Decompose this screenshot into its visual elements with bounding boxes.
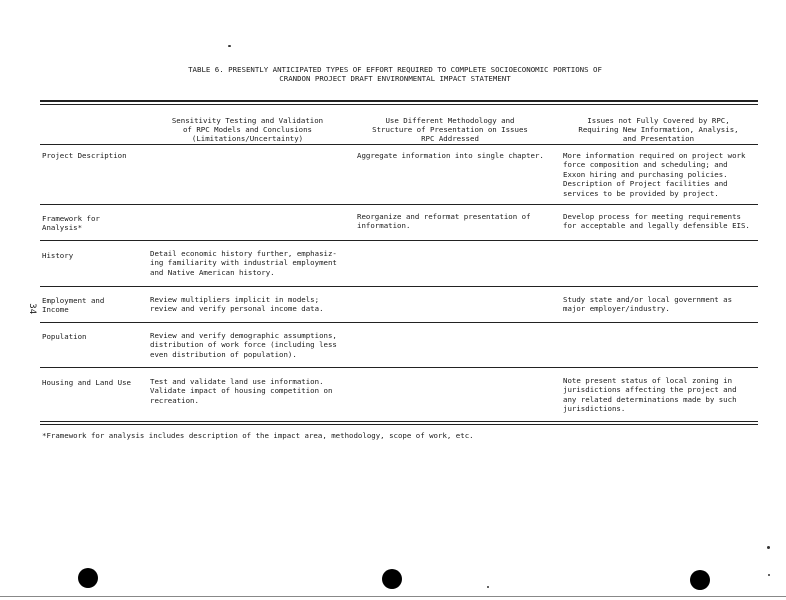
scan-speck bbox=[768, 574, 770, 576]
cell-project-description-methodology: Aggregate information into single chapter. bbox=[357, 151, 544, 160]
row-divider bbox=[40, 240, 758, 241]
cell-history-sensitivity: Detail economic history further, emphasiz- ing familiarity with industrial employment and Native American history. bbox=[150, 249, 337, 277]
table-top-rule bbox=[40, 100, 758, 102]
row-label-project-description: Project Description bbox=[42, 151, 127, 160]
row-divider bbox=[40, 204, 758, 205]
row-label-history: History bbox=[42, 251, 74, 260]
punch-hole-center bbox=[382, 569, 402, 589]
table-bottom-rule-2 bbox=[40, 424, 758, 425]
cell-framework-new-issues: Develop process for meeting requirements for acceptable and legally defensible EIS. bbox=[563, 212, 750, 231]
row-divider bbox=[40, 286, 758, 287]
column-header-sensitivity: Sensitivity Testing and Validation of RPC Models and Conclusions (Limitations/Uncertainty) bbox=[171, 116, 324, 144]
row-label-framework: Framework for Analysis* bbox=[42, 214, 100, 233]
cell-housing-new-issues: Note present status of local zoning in jurisdictions affecting the project and any related determinations made by such jurisdictions. bbox=[563, 376, 737, 414]
row-label-housing: Housing and Land Use bbox=[42, 378, 131, 387]
punch-hole-left bbox=[78, 568, 98, 588]
header-rule bbox=[40, 144, 758, 145]
cell-framework-methodology: Reorganize and reformat presentation of information. bbox=[357, 212, 531, 231]
row-divider bbox=[40, 367, 758, 368]
row-divider bbox=[40, 322, 758, 323]
column-header-new-issues: Issues not Fully Covered by RPC, Requiring New Information, Analysis, and Presentation bbox=[578, 116, 739, 144]
cell-employment-sensitivity: Review multipliers implicit in models; review and verify personal income data. bbox=[150, 295, 324, 314]
cell-population-sensitivity: Review and verify demographic assumptions, distribution of work force (including less even distribution of population). bbox=[150, 331, 337, 359]
table-title-line-1: TABLE 6. PRESENTLY ANTICIPATED TYPES OF EFFORT REQUIRED TO COMPLETE SOCIOECONOMIC PORTIONS OF bbox=[188, 65, 602, 74]
column-header-methodology: Use Different Methodology and Structure of Presentation on Issues RPC Addressed bbox=[372, 116, 528, 144]
cell-employment-new-issues: Study state and/or local government as major employer/industry. bbox=[563, 295, 733, 314]
row-label-population: Population bbox=[42, 332, 87, 341]
table-title bbox=[150, 66, 640, 83]
table-top-rule-2 bbox=[40, 104, 758, 105]
scan-speck bbox=[487, 586, 489, 588]
table-bottom-rule bbox=[40, 421, 758, 422]
scan-edge-line bbox=[0, 596, 786, 597]
scan-speck bbox=[228, 45, 231, 47]
cell-housing-sensitivity: Test and validate land use information. Validate impact of housing competition on recreation. bbox=[150, 377, 333, 405]
table-footnote: *Framework for analysis includes description of the impact area, methodology, scope of work, etc. bbox=[42, 431, 474, 440]
scan-speck bbox=[767, 546, 770, 549]
punch-hole-right bbox=[690, 570, 710, 590]
table-title-line-2: CRANDON PROJECT DRAFT ENVIRONMENTAL IMPACT STATEMENT bbox=[279, 73, 511, 83]
page-number: 34 bbox=[27, 303, 38, 315]
cell-project-description-new-issues: More information required on project work force composition and scheduling; and Exxon hiring and purchasing policies. Description of Project facilities and services to be provided by project. bbox=[563, 151, 746, 198]
row-label-employment: Employment and Income bbox=[42, 296, 105, 315]
